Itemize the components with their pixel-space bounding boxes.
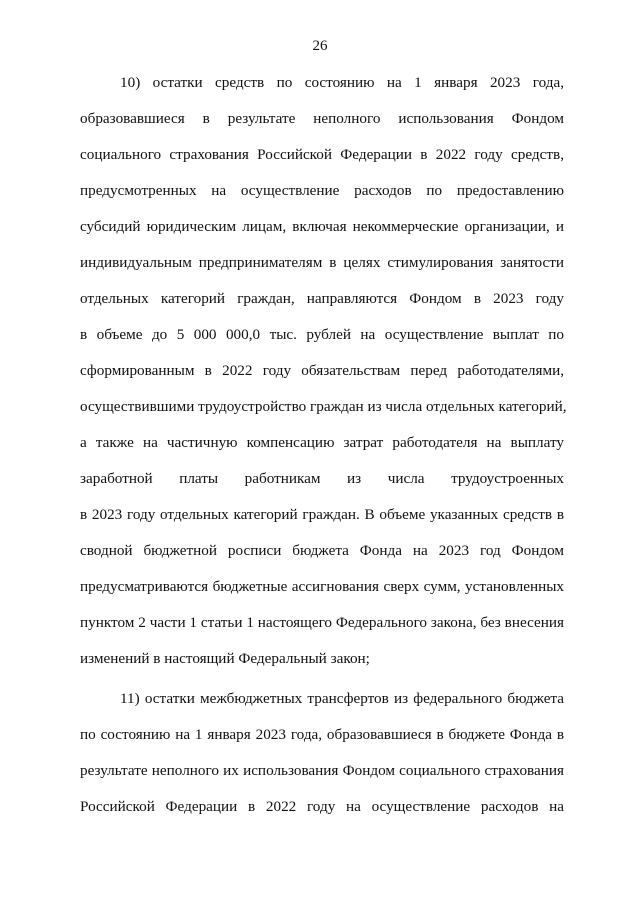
paragraph-line: 10) остатки средств по состоянию на 1 января 2023 года, bbox=[120, 74, 564, 91]
paragraph-line: а также на частичную компенсацию затрат работодателя на выплату bbox=[80, 434, 564, 451]
paragraph-line: 11) остатки межбюджетных трансфертов из федерального бюджета bbox=[120, 690, 564, 707]
paragraph-line: образовавшиеся в результате неполного использования Фондом bbox=[80, 110, 564, 127]
paragraph-line: индивидуальным предпринимателям в целях стимулирования занятости bbox=[80, 254, 564, 271]
paragraph-line: предусматриваются бюджетные ассигнования сверх сумм, установленных bbox=[80, 578, 564, 595]
paragraph-line: изменений в настоящий Федеральный закон; bbox=[80, 650, 370, 667]
paragraph-line: пунктом 2 части 1 статьи 1 настоящего Федерального закона, без внесения bbox=[80, 614, 564, 631]
paragraph-line: сформированным в 2022 году обязательствам перед работодателями, bbox=[80, 362, 564, 379]
paragraph-line: результате неполного их использования Фондом социального страхования bbox=[80, 762, 564, 779]
page-number: 26 bbox=[312, 38, 328, 54]
paragraph-line: сводной бюджетной росписи бюджета Фонда на 2023 год Фондом bbox=[80, 542, 564, 559]
paragraph-line: социального страхования Российской Федерации в 2022 году средств, bbox=[80, 146, 564, 163]
paragraph-line: предусмотренных на осуществление расходов по предоставлению bbox=[80, 182, 564, 199]
paragraph-line: в объеме до 5 000 000,0 тыс. рублей на осуществление выплат по bbox=[80, 326, 564, 343]
paragraph-line: в 2023 году отдельных категорий граждан. В объеме указанных средств в bbox=[80, 506, 564, 523]
paragraph-line: заработной платы работникам из числа трудоустроенных bbox=[80, 470, 564, 487]
paragraph-line: Российской Федерации в 2022 году на осуществление расходов на bbox=[80, 798, 564, 815]
paragraph-line: по состоянию на 1 января 2023 года, образовавшиеся в бюджете Фонда в bbox=[80, 726, 564, 743]
paragraph-line: отдельных категорий граждан, направляются Фондом в 2023 году bbox=[80, 290, 564, 307]
paragraph-line: осуществившими трудоустройство граждан из числа отдельных категорий, bbox=[80, 398, 567, 415]
paragraph-line: субсидий юридическим лицам, включая некоммерческие организации, и bbox=[80, 218, 564, 235]
